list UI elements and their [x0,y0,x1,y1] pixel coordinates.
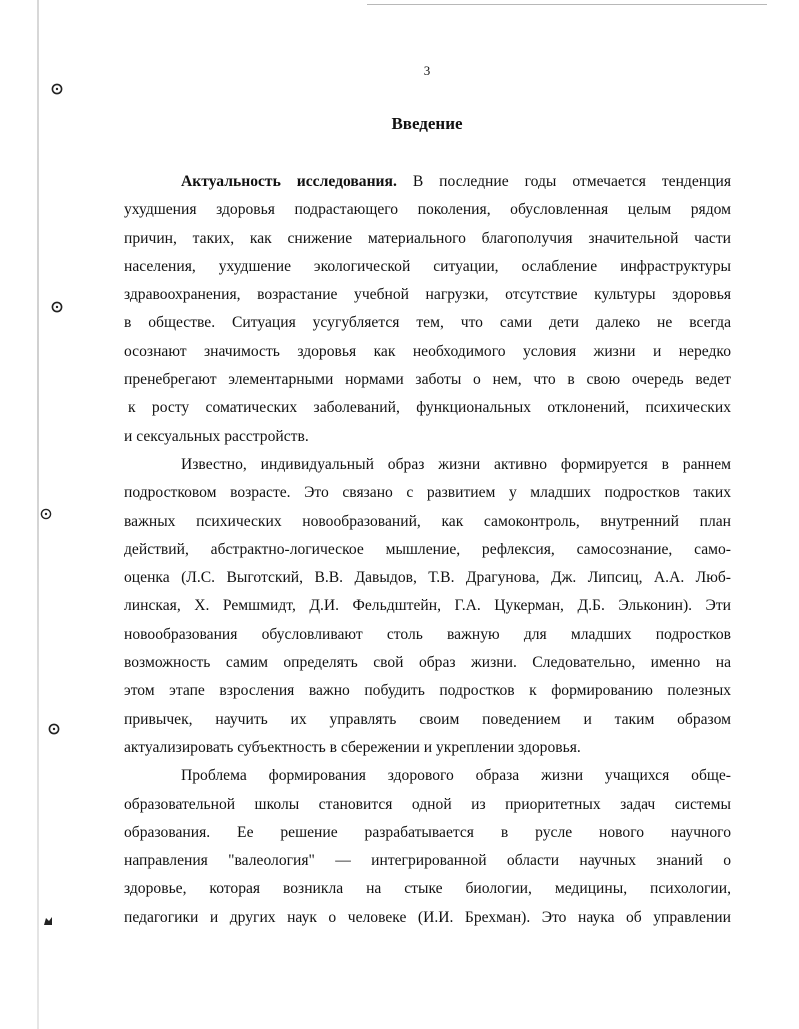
text-line: здравоохранения, возрастание учебной нагрузки, отсутствие культуры здоровья [124,286,731,304]
text-line: пренебрегают элементарными нормами заботы о нем, что в свою очередь ведет [124,371,731,389]
text-line: новообразования обусловливают столь важную для младших подростков [124,625,731,643]
text-line: подростковом возрасте. Это связано с развитием у младших подростков таких [124,484,731,502]
text-line: и сексуальных расстройств. [124,427,309,445]
text-line: к росту соматических заболеваний, функциональных отклонений, психических [128,399,731,417]
text-line: Проблема формирования здорового образа жизни учащихся обще- [181,767,731,785]
text-line: линская, X. Ремшмидт, Д.И. Фельдштейн, Г.А. Цукерман, Д.Б. Эльконин). Эти [124,597,731,615]
binding-hole-icon [39,507,53,521]
text-line: населения, ухудшение экологической ситуации, ослабление инфраструктуры [124,257,731,275]
text-line: направления "валеология" — интегрированной области научных знаний о [124,852,731,870]
binding-hole-icon [50,82,64,96]
text-line: действий, абстрактно-логическое мышление, рефлексия, самосознание, само- [124,540,731,558]
text-line: Актуальность исследования. В последние годы отмечается тенденция [181,173,731,190]
page-number: 3 [423,63,431,78]
text-line: Известно, индивидуальный образ жизни активно формируется в раннем [181,455,731,473]
text-line: в обществе. Ситуация усугубляется тем, что сами дети далеко не всегда [124,314,731,332]
text-line: актуализировать субъектность в сбережении и укреплении здоровья. [124,738,581,756]
section-lead: Актуальность исследования. [181,173,397,190]
document-body [124,168,731,932]
page-title: Введение [391,114,463,133]
text-line: важных психических новообразований, как самоконтроль, внутренний план [124,512,731,530]
text-line: педагогики и других наук о человеке (И.И. Брехман). Это наука об управлении [124,908,731,926]
text-line: здоровье, которая возникла на стыке биологии, медицины, психологии, [124,880,731,898]
text-line: образовательной школы становится одной из приоритетных задач системы [124,795,731,813]
text-line: этом этапе взросления важно побудить подростков к формированию полезных [124,682,731,700]
binding-hole-icon [41,914,55,928]
text-line: ухудшения здоровья подрастающего поколения, обусловленная целым рядом [124,201,731,219]
text-line: осознают значимость здоровья как необходимого условия жизни и нередко [124,342,731,360]
text-line: привычек, научить их управлять своим поведением и таким образом [124,710,731,728]
binding-hole-icon [50,300,64,314]
text-line: возможность самим определять свой образ жизни. Следовательно, именно на [124,654,731,672]
text-line: образования. Ее решение разрабатывается в русле нового научного [124,823,731,841]
text-line: оценка (Л.С. Выготский, В.В. Давыдов, Т.В. Драгунова, Дж. Липсиц, А.А. Люб- [124,569,731,587]
scan-top-mark [367,4,767,5]
binding-hole-icon [47,722,61,736]
text-line: причин, таких, как снижение материального благополучия значительной части [124,229,731,247]
